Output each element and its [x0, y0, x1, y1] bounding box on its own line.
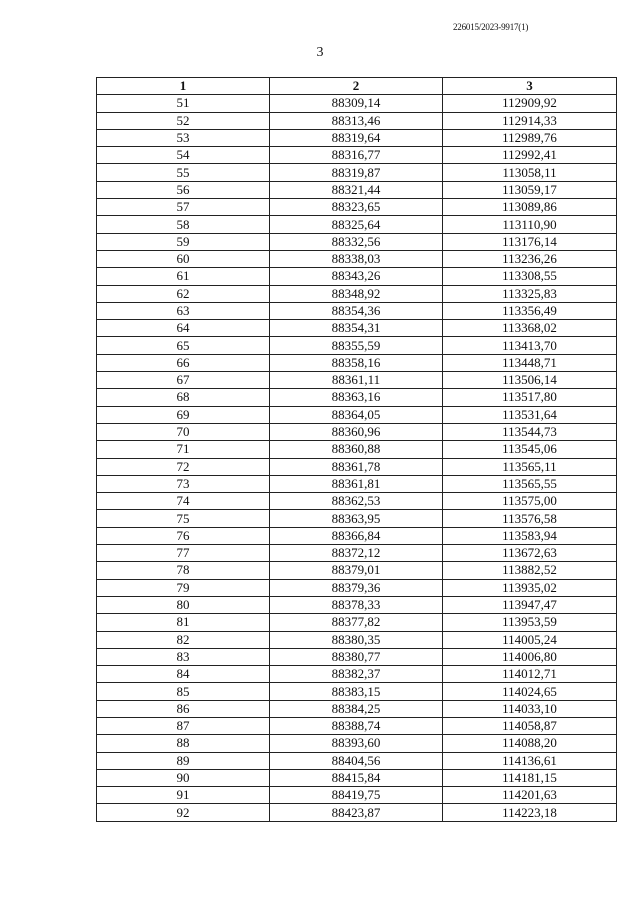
table-cell: 114181,15: [443, 769, 617, 786]
document-number: 226015/2023-9917(1): [453, 22, 529, 32]
table-cell: 114058,87: [443, 717, 617, 734]
table-cell: 76: [97, 527, 270, 544]
table-cell: 113308,55: [443, 268, 617, 285]
table-cell: 72: [97, 458, 270, 475]
table-cell: 78: [97, 562, 270, 579]
table-row: [97, 527, 617, 544]
table-cell: 88348,92: [270, 285, 443, 302]
table-cell: 89: [97, 752, 270, 769]
table-cell: 112989,76: [443, 129, 617, 146]
table-cell: 88316,77: [270, 147, 443, 164]
table-row: [97, 717, 617, 734]
table-row: [97, 354, 617, 371]
table-cell: 88319,87: [270, 164, 443, 181]
table-cell: 88360,88: [270, 441, 443, 458]
table-cell: 88423,87: [270, 804, 443, 821]
page-number: 3: [316, 45, 324, 60]
table-cell: 79: [97, 579, 270, 596]
table-cell: 88362,53: [270, 493, 443, 510]
table-cell: 73: [97, 475, 270, 492]
table-row: [97, 648, 617, 665]
table-cell: 88: [97, 735, 270, 752]
table-row: [97, 475, 617, 492]
table-cell: 80: [97, 596, 270, 613]
table-cell: 114012,71: [443, 666, 617, 683]
table-body: [97, 95, 617, 821]
table-cell: 88366,84: [270, 527, 443, 544]
table-row: [97, 735, 617, 752]
table-row: [97, 545, 617, 562]
table-cell: 88361,81: [270, 475, 443, 492]
table-cell: 56: [97, 181, 270, 198]
table-cell: 88419,75: [270, 787, 443, 804]
table-cell: 52: [97, 112, 270, 129]
table-cell: 88332,56: [270, 233, 443, 250]
table-cell: 114024,65: [443, 683, 617, 700]
table-cell: 114088,20: [443, 735, 617, 752]
column-header: 3: [443, 78, 617, 95]
table-row: [97, 95, 617, 112]
table-cell: 88378,33: [270, 596, 443, 613]
table-row: [97, 268, 617, 285]
table-row: [97, 320, 617, 337]
table-row: [97, 181, 617, 198]
table-cell: 88343,26: [270, 268, 443, 285]
table-cell: 113575,00: [443, 493, 617, 510]
table-row: [97, 579, 617, 596]
table-cell: 112992,41: [443, 147, 617, 164]
table-row: [97, 406, 617, 423]
table-cell: 77: [97, 545, 270, 562]
table-row: [97, 596, 617, 613]
table-cell: 60: [97, 250, 270, 267]
table-cell: 113325,83: [443, 285, 617, 302]
table-cell: 113544,73: [443, 423, 617, 440]
table-cell: 113089,86: [443, 199, 617, 216]
table-cell: 113935,02: [443, 579, 617, 596]
table-cell: 113236,26: [443, 250, 617, 267]
table-row: [97, 510, 617, 527]
table-cell: 113565,55: [443, 475, 617, 492]
column-header: 2: [270, 78, 443, 95]
table-cell: 114136,61: [443, 752, 617, 769]
table-cell: 88325,64: [270, 216, 443, 233]
table-cell: 113545,06: [443, 441, 617, 458]
table-cell: 113565,11: [443, 458, 617, 475]
table-cell: 75: [97, 510, 270, 527]
table-row: [97, 458, 617, 475]
table-row: [97, 493, 617, 510]
table-cell: 87: [97, 717, 270, 734]
table-cell: 114005,24: [443, 631, 617, 648]
table-cell: 88355,59: [270, 337, 443, 354]
table-cell: 88363,16: [270, 389, 443, 406]
table-cell: 67: [97, 372, 270, 389]
table-cell: 88309,14: [270, 95, 443, 112]
table-row: [97, 769, 617, 786]
table-cell: 88384,25: [270, 700, 443, 717]
table-cell: 66: [97, 354, 270, 371]
table-row: [97, 700, 617, 717]
table-cell: 113583,94: [443, 527, 617, 544]
table-cell: 113356,49: [443, 302, 617, 319]
table-cell: 84: [97, 666, 270, 683]
table-row: [97, 285, 617, 302]
table-cell: 113947,47: [443, 596, 617, 613]
table-cell: 88380,77: [270, 648, 443, 665]
table-cell: 88377,82: [270, 614, 443, 631]
table-cell: 112909,92: [443, 95, 617, 112]
table-cell: 114201,63: [443, 787, 617, 804]
table-cell: 113058,11: [443, 164, 617, 181]
table-cell: 88354,31: [270, 320, 443, 337]
table-cell: 113576,58: [443, 510, 617, 527]
table-row: [97, 562, 617, 579]
table-row: [97, 683, 617, 700]
table-row: [97, 147, 617, 164]
table-row: [97, 804, 617, 821]
table-cell: 68: [97, 389, 270, 406]
table-cell: 69: [97, 406, 270, 423]
table-cell: 82: [97, 631, 270, 648]
table-cell: 88372,12: [270, 545, 443, 562]
table-cell: 88404,56: [270, 752, 443, 769]
table-cell: 114006,80: [443, 648, 617, 665]
table-cell: 88360,96: [270, 423, 443, 440]
table-header-row: [97, 78, 617, 95]
table-cell: 88321,44: [270, 181, 443, 198]
table-cell: 59: [97, 233, 270, 250]
coordinates-table: [96, 77, 617, 822]
table-cell: 113110,90: [443, 216, 617, 233]
table-cell: 113448,71: [443, 354, 617, 371]
table-cell: 113672,63: [443, 545, 617, 562]
table-row: [97, 337, 617, 354]
table-cell: 113059,17: [443, 181, 617, 198]
table-cell: 90: [97, 769, 270, 786]
table-cell: 88393,60: [270, 735, 443, 752]
table-cell: 113953,59: [443, 614, 617, 631]
column-header: 1: [97, 78, 270, 95]
table-cell: 113531,64: [443, 406, 617, 423]
table-row: [97, 441, 617, 458]
table-cell: 71: [97, 441, 270, 458]
table-row: [97, 302, 617, 319]
table-cell: 55: [97, 164, 270, 181]
table-cell: 53: [97, 129, 270, 146]
table-cell: 83: [97, 648, 270, 665]
table-cell: 92: [97, 804, 270, 821]
table-cell: 113176,14: [443, 233, 617, 250]
table-cell: 88361,78: [270, 458, 443, 475]
table-row: [97, 423, 617, 440]
table-row: [97, 129, 617, 146]
table-cell: 114033,10: [443, 700, 617, 717]
table-cell: 88358,16: [270, 354, 443, 371]
table-cell: 86: [97, 700, 270, 717]
table-cell: 88382,37: [270, 666, 443, 683]
table-cell: 58: [97, 216, 270, 233]
table-cell: 65: [97, 337, 270, 354]
table-cell: 113517,80: [443, 389, 617, 406]
table-cell: 91: [97, 787, 270, 804]
table-cell: 88380,35: [270, 631, 443, 648]
table-cell: 88364,05: [270, 406, 443, 423]
table-cell: 51: [97, 95, 270, 112]
table-cell: 114223,18: [443, 804, 617, 821]
table-cell: 88323,65: [270, 199, 443, 216]
table-cell: 88354,36: [270, 302, 443, 319]
table-cell: 63: [97, 302, 270, 319]
table-row: [97, 233, 617, 250]
table-cell: 62: [97, 285, 270, 302]
table-row: [97, 752, 617, 769]
table-cell: 113882,52: [443, 562, 617, 579]
table-row: [97, 216, 617, 233]
table-row: [97, 199, 617, 216]
table-cell: 88313,46: [270, 112, 443, 129]
table-cell: 61: [97, 268, 270, 285]
table-cell: 113413,70: [443, 337, 617, 354]
table-cell: 85: [97, 683, 270, 700]
table-row: [97, 372, 617, 389]
table-cell: 88338,03: [270, 250, 443, 267]
table-cell: 88415,84: [270, 769, 443, 786]
table-cell: 113506,14: [443, 372, 617, 389]
table-cell: 88379,36: [270, 579, 443, 596]
table-row: [97, 164, 617, 181]
table-cell: 113368,02: [443, 320, 617, 337]
table-row: [97, 614, 617, 631]
table-cell: 88361,11: [270, 372, 443, 389]
table-cell: 57: [97, 199, 270, 216]
table-row: [97, 787, 617, 804]
table-cell: 88379,01: [270, 562, 443, 579]
table-cell: 88319,64: [270, 129, 443, 146]
table-cell: 112914,33: [443, 112, 617, 129]
table-row: [97, 112, 617, 129]
table-cell: 81: [97, 614, 270, 631]
table-cell: 88383,15: [270, 683, 443, 700]
table-cell: 88363,95: [270, 510, 443, 527]
table-cell: 64: [97, 320, 270, 337]
table-cell: 88388,74: [270, 717, 443, 734]
table-row: [97, 666, 617, 683]
table-cell: 54: [97, 147, 270, 164]
table-row: [97, 389, 617, 406]
table-row: [97, 250, 617, 267]
table-cell: 74: [97, 493, 270, 510]
table-cell: 70: [97, 423, 270, 440]
table-row: [97, 631, 617, 648]
